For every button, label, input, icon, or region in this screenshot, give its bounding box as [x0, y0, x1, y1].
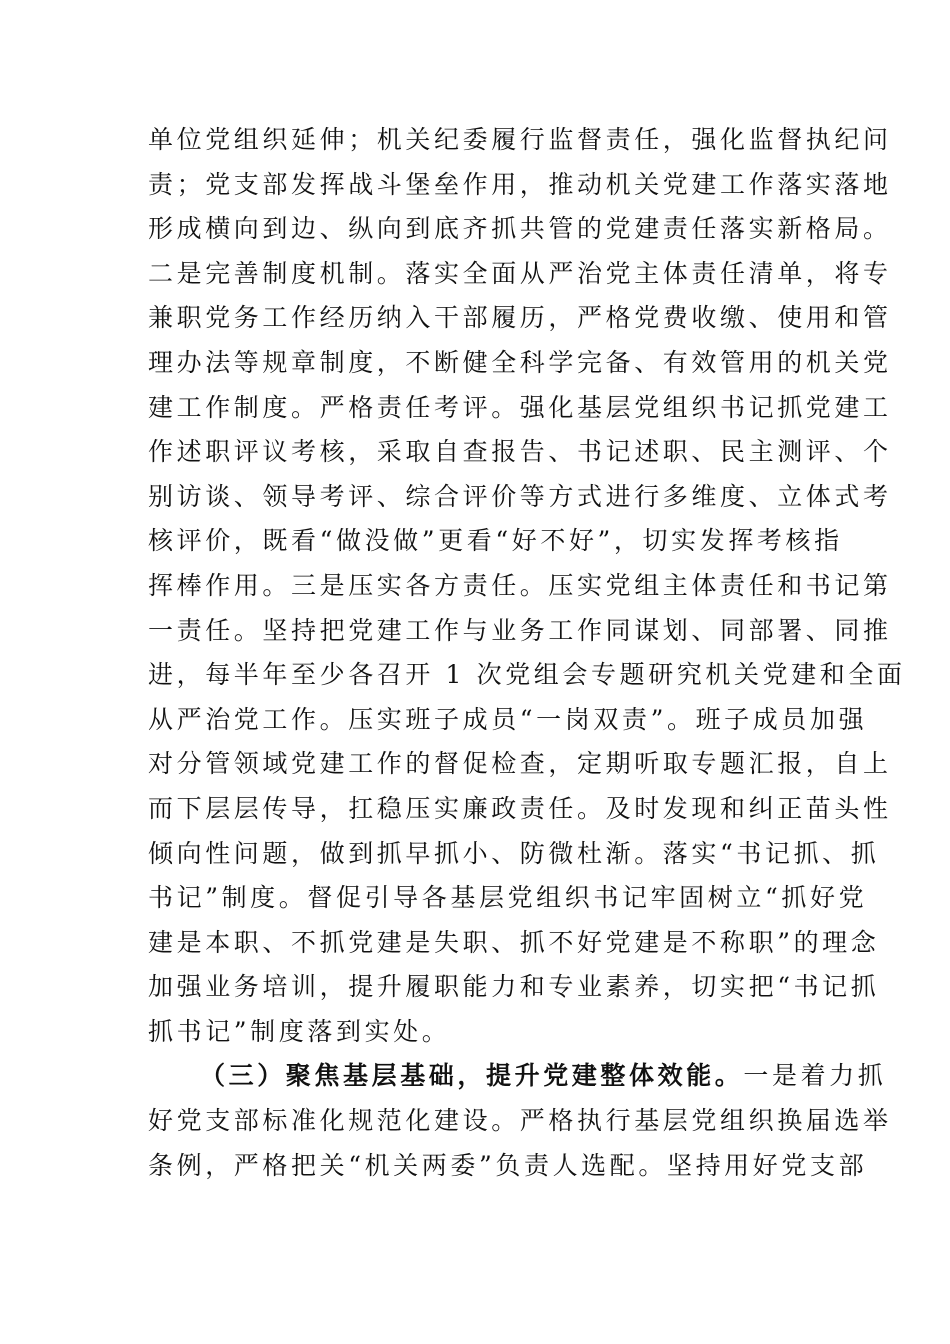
text-line: 别访谈、领导考评、综合评价等方式进行多维度、立体式考 [148, 481, 892, 511]
text-line: 加强业务培训，提升履职能力和专业素养，切实把“书记抓 [148, 972, 880, 1002]
text-line: 兼职党务工作经历纳入干部履历，严格党费收缴、使用和管 [148, 303, 892, 333]
text-line: 一责任。坚持把党建工作与业务工作同谋划、同部署、同推 [148, 615, 892, 645]
body-text [148, 118, 906, 1188]
text-line: 形成横向到边、纵向到底齐抓共管的党建责任落实新格局。 [148, 214, 892, 244]
text-line: 建是本职、不抓党建是失职、抓不好党建是不称职”的理念 [148, 927, 880, 957]
text-line: 单位党组织延伸；机关纪委履行监督责任，强化监督执纪问 [148, 125, 892, 154]
text-line: 好党支部标准化规范化建设。严格执行基层党组织换届选举 [148, 1106, 892, 1136]
section-heading-continuation: 一是着力抓 [743, 1061, 887, 1091]
text-line: 倾向性问题，做到抓早抓小、防微杜渐。落实“书记抓、抓 [148, 838, 880, 868]
text-line: 对分管领域党建工作的督促检查，定期听取专题汇报，自上 [148, 749, 892, 779]
section-heading: （三）聚焦基层基础，提升党建整体效能。 [200, 1061, 744, 1091]
text-line: 责；党支部发挥战斗堡垒作用，推动机关党建工作落实落地 [148, 169, 892, 199]
text-line: 抓书记”制度落到实处。 [148, 1016, 451, 1046]
text-line: 从严治党工作。压实班子成员“一岗双责”。班子成员加强 [148, 704, 868, 734]
text-line: 条例，严格把关“机关两委”负责人选配。坚持用好党支部 [148, 1150, 868, 1180]
text-line: 挥棒作用。三是压实各方责任。压实党组主体责任和书记第 [148, 570, 892, 600]
section-heading-line [148, 1054, 887, 1099]
text-line: 而下层层传导，扛稳压实廉政责任。及时发现和纠正苗头性 [148, 793, 892, 823]
text-line: 书记”制度。督促引导各基层党组织书记牢固树立“抓好党 [148, 883, 868, 913]
text-line: 进，每半年至少各召开 1 次党组会专题研究机关党建和全面 [148, 660, 906, 690]
text-line: 理办法等规章制度，不断健全科学完备、有效管用的机关党 [148, 347, 892, 377]
text-line: 核评价，既看“做没做”更看“好不好”，切实发挥考核指 [148, 526, 843, 556]
text-line: 二是完善制度机制。落实全面从严治党主体责任清单，将专 [148, 258, 892, 288]
text-line: 建工作制度。严格责任考评。强化基层党组织书记抓党建工 [148, 392, 892, 422]
text-line: 作述职评议考核，采取自查报告、书记述职、民主测评、个 [148, 437, 892, 467]
